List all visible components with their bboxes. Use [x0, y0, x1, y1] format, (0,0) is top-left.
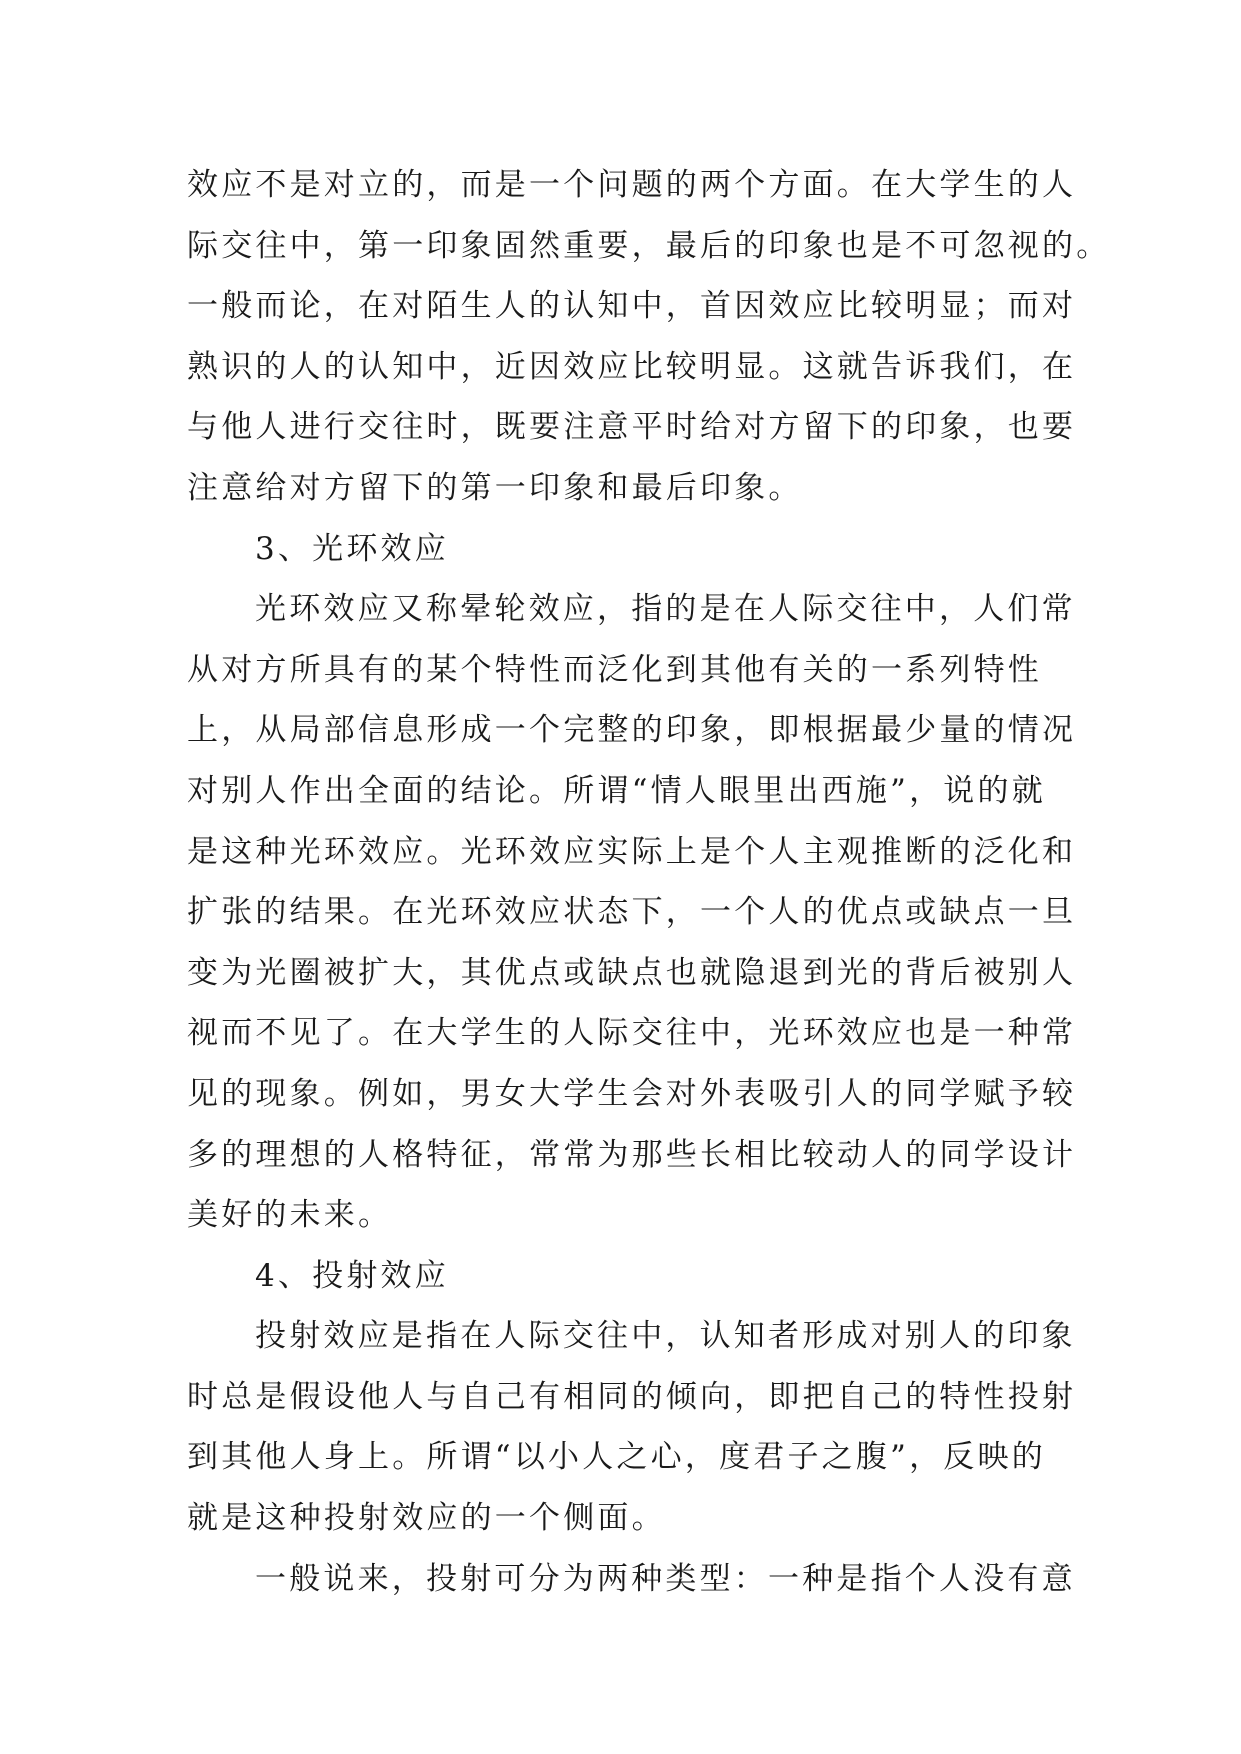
text-line: 一般而论，在对陌生人的认知中，首因效应比较明显；而对 [187, 288, 1077, 325]
text-line: 际交往中，第一印象固然重要，最后的印象也是不可忽视的。 [187, 227, 1111, 264]
text-line: 与他人进行交往时，既要注意平时给对方留下的印象，也要 [187, 409, 1077, 446]
text-line: 注意给对方留下的第一印象和最后印象。 [187, 469, 803, 506]
text-line: 光环效应又称晕轮效应，指的是在人际交往中，人们常 [255, 591, 1076, 628]
text-line: 就是这种投射效应的一个侧面。 [187, 1500, 666, 1537]
text-line: 3、光环效应 [255, 530, 449, 567]
text-line: 时总是假设他人与自己有相同的倾向，即把自己的特性投射 [187, 1378, 1077, 1415]
text-line: 投射效应是指在人际交往中，认知者形成对别人的印象 [255, 1318, 1076, 1355]
text-line: 多的理想的人格特征，常常为那些长相比较动人的同学设计 [187, 1136, 1077, 1173]
text-line: 见的现象。例如，男女大学生会对外表吸引人的同学赋予较 [187, 1075, 1077, 1112]
text-line: 对别人作出全面的结论。所谓“情人眼里出西施”，说的就 [187, 772, 1046, 809]
text-line: 上，从局部信息形成一个完整的印象，即根据最少量的情况 [187, 712, 1077, 749]
text-line: 一般说来，投射可分为两种类型：一种是指个人没有意 [255, 1560, 1076, 1597]
text-line: 美好的未来。 [187, 1197, 393, 1234]
text-line: 效应不是对立的，而是一个问题的两个方面。在大学生的人 [187, 167, 1077, 203]
text-line: 4、投射效应 [255, 1257, 449, 1294]
text-line: 熟识的人的认知中，近因效应比较明显。这就告诉我们，在 [187, 348, 1077, 385]
text-line: 从对方所具有的某个特性而泛化到其他有关的一系列特性 [187, 651, 1042, 688]
body-text [187, 155, 1111, 1609]
text-line: 视而不见了。在大学生的人际交往中，光环效应也是一种常 [187, 1015, 1077, 1052]
text-line: 变为光圈被扩大，其优点或缺点也就隐退到光的背后被别人 [187, 954, 1077, 991]
text-line: 扩张的结果。在光环效应状态下，一个人的优点或缺点一旦 [187, 894, 1077, 931]
text-line: 是这种光环效应。光环效应实际上是个人主观推断的泛化和 [187, 833, 1077, 870]
text-line: 到其他人身上。所谓“以小人之心，度君子之腹”，反映的 [187, 1439, 1046, 1476]
